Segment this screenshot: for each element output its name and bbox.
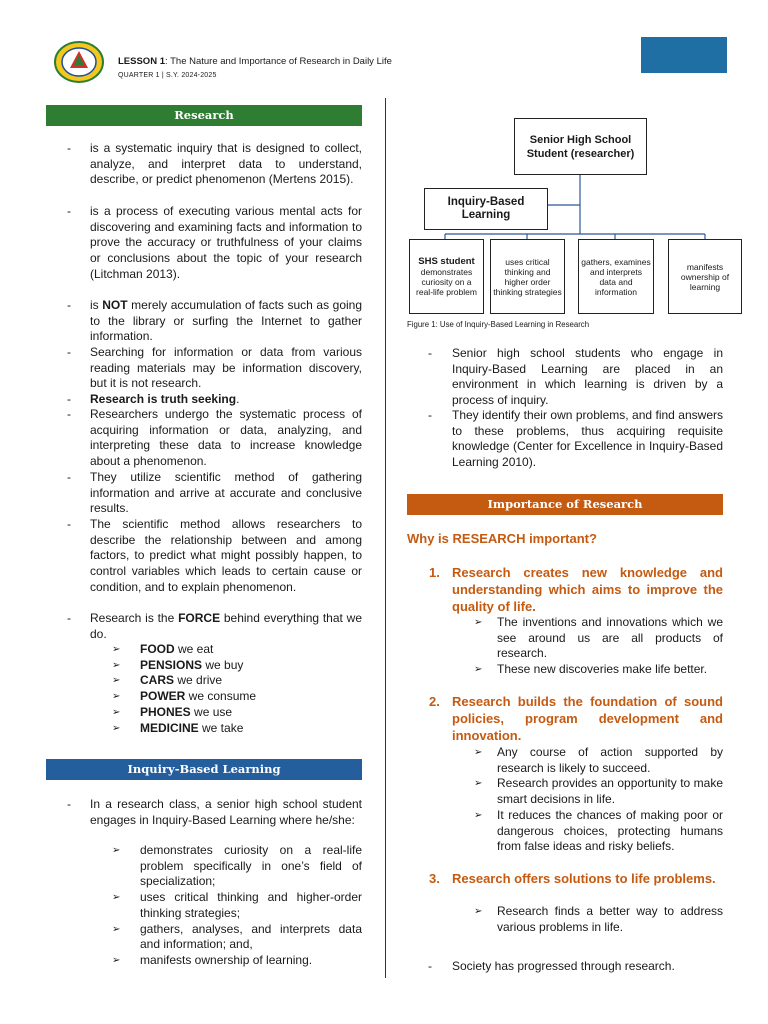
research-heading: Research	[174, 108, 234, 122]
dash-bullet: -	[67, 470, 71, 484]
arrow-bullet-icon: ➢	[474, 809, 483, 821]
arrow-bullet-icon: ➢	[474, 906, 483, 917]
point-sub-list	[474, 904, 723, 935]
point-number: 2.	[429, 694, 440, 709]
research-bullet: is a systematic inquiry that is designed to collect, analyze, and interpret data to understand, describe, or predict phenomenon (Mertens 2015).	[90, 141, 362, 187]
diagram-top-box	[514, 118, 647, 175]
arrow-bullet-icon: ➢	[474, 747, 483, 758]
arrow-bullet-icon: ➢	[112, 923, 121, 935]
diagram-leaf-box	[668, 239, 742, 314]
arrow-bullet-icon: ➢	[112, 892, 121, 904]
dash-bullet: -	[428, 959, 432, 973]
inquiry-item: ➢ demonstrates curiosity on a real-life problem specifically in one’s field of specialization;	[112, 843, 362, 889]
arrow-bullet-icon: ➢	[474, 778, 483, 790]
closing-note: Society has progressed through research.	[452, 959, 675, 973]
diagram-top-label: Senior High School Student (researcher)	[526, 133, 635, 160]
dash-bullet: -	[428, 346, 432, 360]
inquiry-list	[112, 843, 362, 969]
arrow-bullet-icon: ➢	[112, 722, 121, 734]
lesson-title-text: : The Nature and Importance of Research in Daily Life	[165, 56, 392, 67]
diagram-leaf-label: uses critical thinking and higher order thinking strategies	[493, 256, 562, 297]
arrow-bullet-icon: ➢	[112, 706, 121, 718]
research-bullet: is NOT merely accumulation of facts such as going to the library or surfing the Internet to gather information.	[90, 298, 362, 344]
school-seal-logo	[54, 41, 104, 83]
arrow-bullet-icon: ➢	[112, 691, 121, 703]
force-item: ➢ MEDICINE we take	[112, 720, 244, 735]
arrow-bullet-icon: ➢	[474, 664, 483, 676]
point-sub-list	[474, 615, 723, 678]
arrow-bullet-icon: ➢	[474, 617, 483, 628]
quarter-label: QUARTER 1 | S.Y. 2024-2025	[118, 72, 217, 79]
column-divider	[385, 98, 386, 978]
arrow-bullet-icon: ➢	[112, 644, 121, 655]
inquiry-intro: In a research class, a senior high school student engages in Inquiry-Based Learning where he/she:	[90, 797, 362, 827]
force-item: ➢ FOOD we eat	[112, 642, 214, 656]
diagram-leaf-box	[490, 239, 565, 314]
research-bullet: Researchers undergo the systematic process of acquiring information or data, analyzing, and interpreting these data to increase knowledge about a phenomenon.	[90, 407, 362, 469]
point-sub-item: ➢ Research provides an opportunity to make smart decisions in life.	[474, 776, 723, 807]
importance-section-header	[407, 494, 723, 515]
point-sub-item: ➢ Research finds a better way to address various problems in life.	[474, 904, 723, 934]
dash-bullet: -	[67, 298, 71, 312]
dash-bullet: -	[428, 408, 432, 422]
point-title: Research offers solutions to life problems.	[452, 871, 716, 886]
point-sub-list	[474, 745, 723, 855]
header-corner-block	[641, 37, 727, 73]
lesson-title	[118, 56, 392, 67]
diagram-leaf-box	[409, 239, 484, 314]
force-item: ➢ CARS we drive	[112, 673, 223, 688]
force-list	[112, 642, 362, 736]
point-sub-item: ➢ The inventions and innovations which we see around us are all products of research.	[474, 615, 723, 661]
ibl-note: They identify their own problems, and find answers to these problems, thus acquiring requisite knowledge (Center for Excellence in Inquiry-Based Learning 2010).	[452, 408, 723, 470]
diagram-mid-box	[424, 188, 548, 230]
research-bullet: Searching for information or data from various reading materials may be information discovery, but it is not research.	[90, 345, 362, 391]
research-bullet: Research is truth seeking.	[90, 392, 240, 406]
diagram-leaf-label: SHS student demonstrates curiosity on a real-life problem	[416, 256, 477, 297]
dash-bullet: -	[67, 797, 71, 811]
force-item: ➢ POWER we consume	[112, 689, 257, 704]
point-number: 3.	[429, 871, 440, 886]
diagram-leaf-label: manifests ownership of learning	[680, 261, 730, 292]
research-bullet: They utilize scientific method of gathering information and arrive at accurate and conclusive results.	[90, 470, 362, 516]
research-section-header	[46, 105, 362, 126]
inquiry-heading: Inquiry-Based Learning	[127, 762, 281, 776]
point-number: 1.	[429, 565, 440, 580]
ibl-note: Senior high school students who engage in Inquiry-Based Learning are placed in an environment in which learning is driven by a process of inquiry.	[452, 346, 723, 408]
diagram-leaf-box	[578, 239, 654, 314]
inquiry-item: ➢ uses critical thinking and higher-order thinking strategies;	[112, 890, 362, 920]
force-item: ➢ PENSIONS we buy	[112, 657, 244, 672]
diagram-mid-label: Inquiry-Based Learning	[447, 196, 525, 221]
inquiry-item: ➢ manifests ownership of learning.	[112, 952, 313, 967]
point-title: Research builds the foundation of sound policies, program development and innovation.	[452, 694, 723, 743]
dash-bullet: -	[67, 345, 71, 359]
diagram-leaf-label: gathers, examines and interprets data and information	[581, 256, 651, 297]
inquiry-item: ➢ gathers, analyses, and interprets data and information; and,	[112, 921, 362, 952]
dash-bullet: -	[67, 517, 71, 531]
arrow-bullet-icon: ➢	[112, 675, 121, 687]
dash-bullet: -	[67, 141, 71, 155]
figure-caption: Figure 1: Use of Inquiry-Based Learning in Research	[407, 320, 590, 329]
force-item: ➢ PHONES we use	[112, 704, 233, 719]
dash-bullet: -	[67, 204, 71, 218]
point-title: Research creates new knowledge and understanding which aims to improve the quality of life.	[452, 565, 723, 614]
dash-bullet: -	[67, 611, 71, 625]
point-sub-item: ➢ Any course of action supported by research is likely to succeed.	[474, 745, 723, 775]
point-sub-item: ➢ It reduces the chances of making poor or dangerous choices, protecting humans from false ideas and risky beliefs.	[474, 807, 723, 854]
point-sub-item: ➢ These new discoveries make life better.	[474, 662, 708, 677]
dash-bullet: -	[67, 392, 71, 406]
research-bullet: Research is the FORCE behind everything that we do.	[90, 611, 362, 641]
arrow-bullet-icon: ➢	[112, 659, 121, 671]
dash-bullet: -	[67, 407, 71, 421]
importance-heading: Importance of Research	[487, 497, 643, 511]
inquiry-section-header	[46, 759, 362, 780]
research-bullet: is a process of executing various mental acts for discovering and examining facts and information to prove the accuracy or truthfulness of your claims or conclusions about the topic of your research (Litchman 2013).	[90, 204, 362, 281]
arrow-bullet-icon: ➢	[112, 954, 121, 966]
research-bullet: The scientific method allows researchers to describe the relationship between and among factors, to predict what might possibly happen, to control variables which leads to certain cause or condition, and to explain phenomenon.	[90, 517, 362, 594]
lesson-label: LESSON 1	[118, 56, 165, 67]
arrow-bullet-icon: ➢	[112, 845, 121, 856]
why-question: Why is RESEARCH important?	[407, 531, 597, 546]
